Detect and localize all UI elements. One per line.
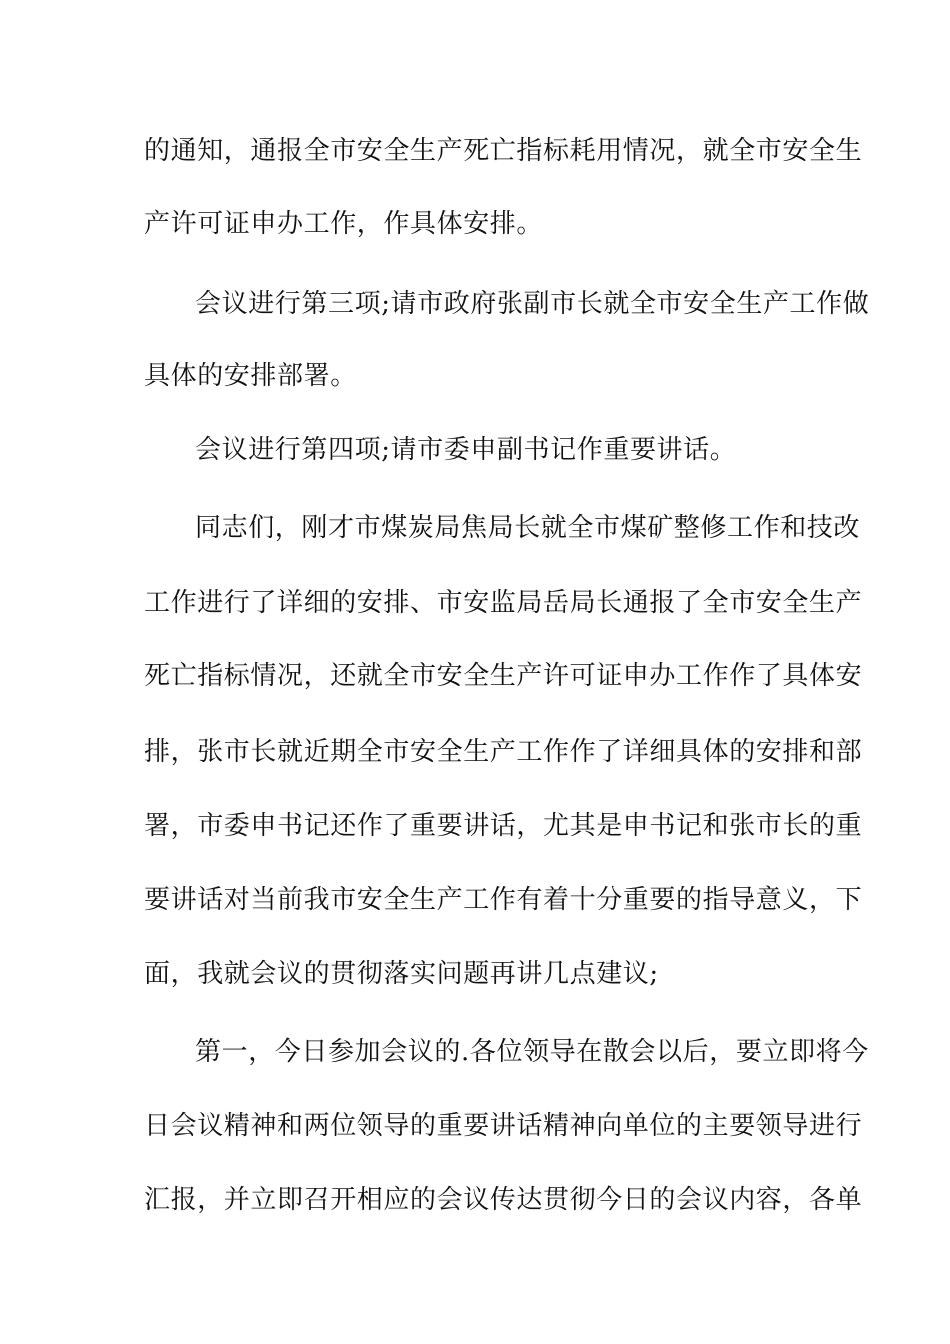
text-line: 第一，今日参加会议的.各位领导在散会以后，要立即将今 bbox=[195, 1037, 869, 1067]
text-line: 日会议精神和两位领导的重要讲话精神向单位的主要领导进行 bbox=[144, 1111, 863, 1141]
text-line: 具体的安排部署。 bbox=[144, 361, 357, 391]
text-line: 同志们，刚才市煤炭局焦局长就全市煤矿整修工作和技改 bbox=[195, 513, 861, 543]
text-line: 会议进行第四项;请市委申副书记作重要讲话。 bbox=[195, 435, 737, 465]
text-line: 汇报，并立即召开相应的会议传达贯彻今日的会议内容，各单 bbox=[144, 1185, 863, 1215]
text-line: 面，我就会议的贯彻落实问题再讲几点建议; bbox=[144, 959, 659, 989]
text-line: 死亡指标情况，还就全市安全生产许可证申办工作作了具体安 bbox=[144, 661, 863, 691]
text-line: 工作进行了详细的安排、市安监局岳局长通报了全市安全生产 bbox=[144, 588, 863, 618]
text-line: 要讲话对当前我市安全生产工作有着十分重要的指导意义，下 bbox=[144, 885, 863, 915]
text-line: 署，市委申书记还作了重要讲话，尤其是申书记和张市长的重 bbox=[144, 811, 863, 841]
text-line: 会议进行第三项;请市政府张副市长就全市安全生产工作做 bbox=[195, 289, 870, 319]
text-line: 产许可证申办工作，作具体安排。 bbox=[144, 209, 544, 239]
text-line: 排，张市长就近期全市安全生产工作作了详细具体的安排和部 bbox=[144, 737, 863, 767]
text-line: 的通知，通报全市安全生产死亡指标耗用情况，就全市安全生 bbox=[144, 136, 863, 166]
